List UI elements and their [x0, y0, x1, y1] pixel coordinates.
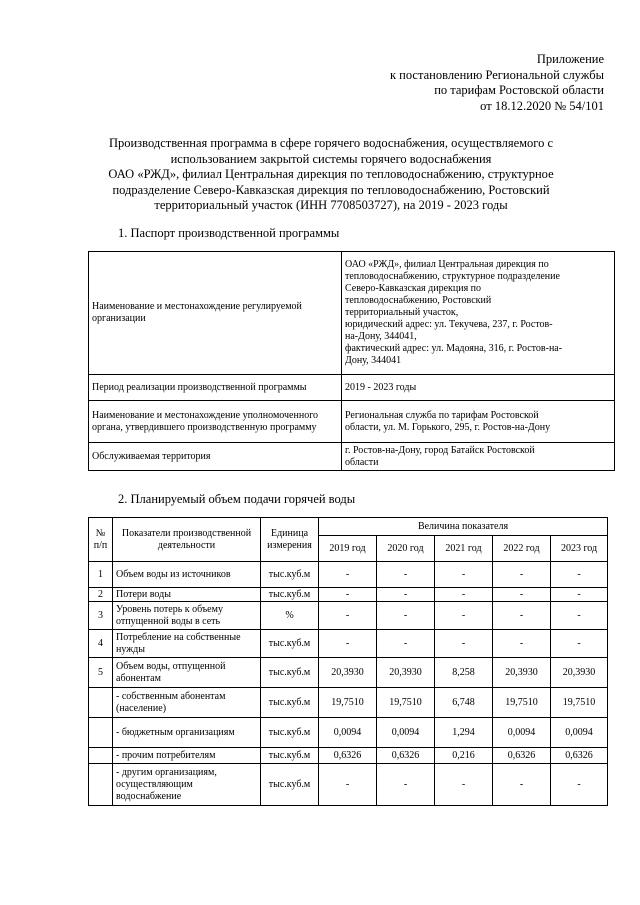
- header-indicator: Показатели производственной деятельности: [113, 518, 261, 562]
- passport-value: [342, 401, 615, 443]
- table-row: [89, 588, 608, 602]
- passport-label: Наименование и местонахождение регулируемой организации: [89, 252, 342, 375]
- row-num: [89, 764, 113, 806]
- header-year: 2021 год: [435, 536, 493, 562]
- row-value: -: [377, 562, 435, 588]
- row-indicator: - собственным абонентам (население): [113, 688, 261, 718]
- value-line: юридический адрес: ул. Текучева, 237, г. Ростов-: [345, 319, 553, 330]
- value-line: территориальный участок,: [345, 307, 459, 318]
- row-unit: тыс.куб.м: [261, 630, 319, 658]
- header-num: № п/п: [89, 518, 113, 562]
- value-line: 2019 - 2023 годы: [345, 381, 417, 393]
- row-num: 1: [89, 562, 113, 588]
- table-row: [89, 602, 608, 630]
- value-line: г. Ростов-на-Дону, город Батайск Ростовской: [345, 444, 535, 456]
- row-num: [89, 688, 113, 718]
- row-value: 6,748: [435, 688, 493, 718]
- row-value: -: [435, 588, 493, 602]
- value-line: Дону, 344041: [345, 355, 402, 366]
- row-value: 19,7510: [551, 688, 608, 718]
- row-value: -: [319, 764, 377, 806]
- row-value: 0,6326: [377, 748, 435, 764]
- row-value: 0,6326: [493, 748, 551, 764]
- value-line: фактический адрес: ул. Мадояна, 316, г. Ростов-на-: [345, 343, 563, 354]
- value-line: ОАО «РЖД», филиал Центральная дирекция по: [345, 259, 549, 270]
- row-value: 19,7510: [377, 688, 435, 718]
- row-unit: тыс.куб.м: [261, 764, 319, 806]
- passport-label: Период реализации производственной программы: [89, 375, 342, 401]
- row-indicator: Объем воды, отпущенной абонентам: [113, 658, 261, 688]
- passport-label: Наименование и местонахождение уполномоченного органа, утвердившего производственную программу: [89, 401, 342, 443]
- row-value: -: [377, 602, 435, 630]
- row-value: 0,6326: [319, 748, 377, 764]
- row-value: 0,6326: [551, 748, 608, 764]
- row-value: -: [435, 602, 493, 630]
- row-value: -: [319, 562, 377, 588]
- water-volume-table: [88, 517, 608, 806]
- row-num: 2: [89, 588, 113, 602]
- row-value: -: [551, 562, 608, 588]
- value-line: тепловодоснабжению, Ростовский: [345, 295, 492, 306]
- table-row: [89, 443, 615, 471]
- table-row: [89, 748, 608, 764]
- table-row: [89, 764, 608, 806]
- appendix-line: от 18.12.2020 № 54/101: [480, 98, 604, 113]
- row-value: -: [493, 630, 551, 658]
- row-num: 5: [89, 658, 113, 688]
- table-row: [89, 401, 615, 443]
- row-indicator: - бюджетным организациям: [113, 718, 261, 748]
- row-value: -: [493, 764, 551, 806]
- row-unit: тыс.куб.м: [261, 748, 319, 764]
- row-value: -: [377, 588, 435, 602]
- value-line: Региональная служба по тарифам Ростовской: [345, 409, 539, 421]
- value-line: области, ул. М. Горького, 295, г. Ростов-на-Дону: [345, 421, 551, 433]
- title-line: Производственная программа в сфере горячего водоснабжения, осуществляемого с: [108, 136, 554, 150]
- row-value: 0,0094: [319, 718, 377, 748]
- title-line: территориальный участок (ИНН 7708503727), на 2019 - 2023 годы: [154, 198, 508, 212]
- row-unit: тыс.куб.м: [261, 658, 319, 688]
- row-indicator: Объем воды из источников: [113, 562, 261, 588]
- value-line: Северо-Кавказская дирекция по: [345, 283, 482, 294]
- row-value: 20,3930: [493, 658, 551, 688]
- row-value: -: [551, 630, 608, 658]
- appendix-line: Приложение: [536, 52, 604, 66]
- row-indicator: - другим организациям, осуществляющим водоснабжение: [113, 764, 261, 806]
- row-value: -: [377, 764, 435, 806]
- document-title: [104, 136, 558, 214]
- header-year: 2023 год: [551, 536, 608, 562]
- row-indicator: Уровень потерь к объему отпущенной воды в сеть: [113, 602, 261, 630]
- row-value: 1,294: [435, 718, 493, 748]
- table-row: [89, 630, 608, 658]
- section-heading-passport: 1. Паспорт производственной программы: [118, 226, 340, 240]
- title-line: ОАО «РЖД», филиал Центральная дирекция по тепловодоснабжению, структурное: [108, 167, 554, 181]
- passport-table: [88, 251, 615, 471]
- row-value: 8,258: [435, 658, 493, 688]
- row-unit: тыс.куб.м: [261, 588, 319, 602]
- table-row: [89, 718, 608, 748]
- header-unit: Единица измерения: [261, 518, 319, 562]
- value-line: на-Дону, 344041,: [345, 331, 417, 342]
- row-num: 4: [89, 630, 113, 658]
- title-line: подразделение Северо-Кавказская дирекция по тепловодоснабжению, Ростовский: [112, 182, 550, 197]
- header-year: 2019 год: [319, 536, 377, 562]
- table-row: [89, 658, 608, 688]
- row-indicator: Потребление на собственные нужды: [113, 630, 261, 658]
- row-value: -: [493, 588, 551, 602]
- passport-value: [342, 375, 615, 401]
- row-value: 0,0094: [551, 718, 608, 748]
- row-value: -: [319, 602, 377, 630]
- row-value: -: [319, 588, 377, 602]
- row-unit: тыс.куб.м: [261, 688, 319, 718]
- table-header-row: [89, 518, 608, 536]
- header-value: Величина показателя: [319, 518, 608, 536]
- appendix-note: [390, 52, 604, 114]
- row-value: -: [551, 588, 608, 602]
- appendix-line: к постановлению Региональной службы: [389, 67, 604, 82]
- row-value: 19,7510: [493, 688, 551, 718]
- row-unit: тыс.куб.м: [261, 562, 319, 588]
- row-value: -: [319, 630, 377, 658]
- row-indicator: - прочим потребителям: [113, 748, 261, 764]
- row-unit: %: [261, 602, 319, 630]
- row-unit: тыс.куб.м: [261, 718, 319, 748]
- row-indicator: Потери воды: [113, 588, 261, 602]
- row-value: -: [493, 602, 551, 630]
- row-value: -: [435, 562, 493, 588]
- row-value: -: [551, 764, 608, 806]
- row-value: -: [435, 630, 493, 658]
- row-value: 19,7510: [319, 688, 377, 718]
- row-value: -: [551, 602, 608, 630]
- section-heading-volume: 2. Планируемый объем подачи горячей воды: [118, 492, 356, 506]
- row-num: 3: [89, 602, 113, 630]
- row-num: [89, 748, 113, 764]
- table-row: [89, 562, 608, 588]
- appendix-line: по тарифам Ростовской области: [434, 83, 604, 97]
- row-value: -: [435, 764, 493, 806]
- value-line: области: [345, 456, 379, 468]
- row-num: [89, 718, 113, 748]
- row-value: -: [377, 630, 435, 658]
- value-line: тепловодоснабжению, структурное подразделение: [345, 271, 560, 282]
- table-row: [89, 375, 615, 401]
- table-row: [89, 252, 615, 375]
- row-value: 0,0094: [493, 718, 551, 748]
- row-value: 20,3930: [551, 658, 608, 688]
- header-year: 2022 год: [493, 536, 551, 562]
- passport-label: Обслуживаемая территория: [89, 443, 342, 471]
- title-line: использованием закрытой системы горячего водоснабжения: [170, 151, 492, 166]
- passport-value: [342, 252, 615, 375]
- row-value: 20,3930: [319, 658, 377, 688]
- header-year: 2020 год: [377, 536, 435, 562]
- row-value: 20,3930: [377, 658, 435, 688]
- row-value: -: [493, 562, 551, 588]
- row-value: 0,216: [435, 748, 493, 764]
- table-row: [89, 688, 608, 718]
- passport-value: [342, 443, 615, 471]
- row-value: 0,0094: [377, 718, 435, 748]
